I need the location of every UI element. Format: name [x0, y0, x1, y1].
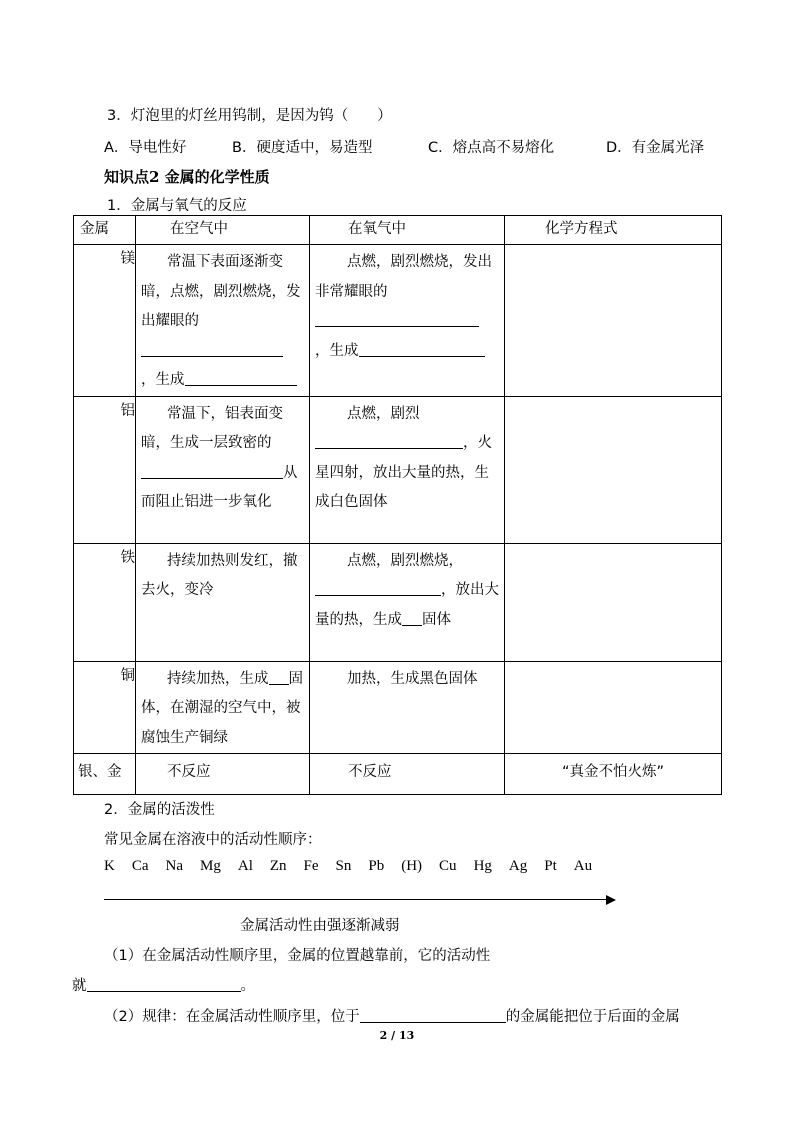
metal-cell: 铜 — [74, 661, 136, 754]
table-row — [74, 543, 722, 661]
activity-series-intro: 常见金属在溶液中的活动性顺序： — [104, 832, 322, 848]
text: 的金属能把位于后面的金属 — [505, 1009, 680, 1025]
cell-text: 固体 — [422, 611, 451, 628]
text: 就 — [72, 978, 87, 994]
metal-oxygen-reaction-table — [73, 215, 722, 795]
fill-blank[interactable] — [402, 607, 422, 626]
cell-text: 从而阻止铝进一步氧化 — [141, 464, 298, 510]
cell-text: 固体，在潮湿的空气中，被腐蚀生产铜绿 — [141, 670, 303, 746]
equation-cell[interactable] — [505, 245, 722, 397]
metal-symbol: Sn — [335, 858, 352, 874]
header-in-air: 在空气中 — [136, 216, 310, 245]
air-cell — [136, 245, 310, 397]
cell-text: 常温下表面逐渐变暗，点燃，剧烈燃烧，发出耀眼的 — [141, 254, 301, 329]
metal-symbol: Mg — [200, 858, 221, 874]
metal-symbol: Pt — [544, 858, 557, 874]
air-cell — [136, 543, 310, 661]
cell-text: 点燃，剧烈 — [347, 405, 420, 422]
metal-symbol: Fe — [303, 858, 319, 874]
oxygen-cell — [310, 661, 505, 754]
metal-symbol: Al — [237, 858, 253, 874]
metal-symbol: Na — [165, 858, 184, 874]
question-3-stem: 3．灯泡里的灯丝用钨制，是因为钨（ ） — [107, 108, 392, 124]
metal-cell: 铝 — [74, 396, 136, 543]
cell-text: 持续加热则发红，撤去火，变冷 — [141, 552, 298, 598]
fill-blank[interactable] — [269, 666, 289, 685]
section-title: 知识点2 金属的化学性质 — [104, 168, 270, 186]
table-row — [74, 754, 722, 795]
paragraph-1-line1: （1）在金属活动性顺序里，金属的位置越靠前，它的活动性 — [104, 948, 491, 964]
fill-blank[interactable] — [185, 367, 297, 386]
fill-blank[interactable] — [315, 430, 463, 449]
paragraph-2 — [104, 1004, 680, 1026]
cell-text: ，放出大量的热，生成 — [315, 582, 499, 628]
equation-cell[interactable] — [505, 661, 722, 754]
text: 。 — [240, 978, 255, 994]
equation-cell[interactable] — [505, 543, 722, 661]
header-in-oxygen: 在氧气中 — [310, 216, 505, 245]
option-c: C．熔点高不易熔化 — [428, 140, 555, 156]
arrow-right-icon — [606, 895, 616, 905]
oxygen-cell — [310, 245, 505, 397]
oxygen-cell: 不反应 — [310, 754, 505, 795]
metal-symbol: K — [104, 858, 115, 874]
paragraph-1-line2 — [72, 973, 255, 995]
metal-cell: 银、金 — [74, 754, 136, 795]
page-number: 2 / 13 — [379, 1029, 415, 1042]
table-row — [74, 396, 722, 543]
oxygen-cell — [310, 543, 505, 661]
cell-text: 常温下，铝表面变暗，生成一层致密的 — [141, 405, 283, 451]
cell-text: ，生成 — [141, 372, 185, 388]
metal-symbol: Ca — [131, 858, 149, 874]
fill-blank[interactable] — [141, 338, 283, 357]
fill-blank[interactable] — [141, 460, 283, 479]
subsection-1-title: 1．金属与氧气的反应 — [107, 198, 247, 214]
fill-blank[interactable] — [315, 577, 441, 596]
metal-symbol: Zn — [269, 858, 287, 874]
fill-blank[interactable] — [87, 973, 241, 992]
option-a: A．导电性好 — [104, 140, 187, 156]
option-b: B．硬度适中，易造型 — [232, 140, 373, 156]
metal-symbol: Hg — [473, 858, 492, 874]
table-header-row — [74, 216, 722, 245]
metal-symbol: Cu — [439, 858, 457, 874]
oxygen-cell — [310, 396, 505, 543]
air-cell: 不反应 — [136, 754, 310, 795]
activity-arrow-label: 金属活动性由强逐渐减弱 — [240, 918, 400, 934]
header-metal: 金属 — [74, 216, 136, 245]
metal-cell: 铁 — [74, 543, 136, 661]
cell-text: 加热，生成黑色固体 — [347, 670, 478, 687]
header-equation: 化学方程式 — [505, 216, 722, 245]
cell-text: ，生成 — [315, 342, 359, 359]
text: （2）规律：在金属活动性顺序里，位于 — [104, 1009, 360, 1025]
equation-cell[interactable] — [505, 396, 722, 543]
fill-blank[interactable] — [359, 338, 485, 357]
metal-symbol: Au — [573, 858, 593, 874]
option-d: D．有金属光泽 — [606, 140, 705, 156]
air-cell — [136, 396, 310, 543]
cell-text: 持续加热，生成 — [167, 670, 269, 687]
metal-cell: 镁 — [74, 245, 136, 397]
table-row — [74, 661, 722, 754]
metal-symbol: (H) — [401, 858, 423, 874]
fill-blank[interactable] — [360, 1004, 506, 1023]
cell-text: 点燃，剧烈燃烧， — [347, 552, 463, 569]
cell-text: ，火星四射，放出大量的热，生成白色固体 — [315, 435, 492, 510]
fill-blank[interactable] — [315, 308, 479, 327]
metal-symbol: Pb — [368, 858, 385, 874]
air-cell — [136, 661, 310, 754]
cell-text: 点燃，剧烈燃烧，发出非常耀眼的 — [315, 254, 492, 300]
activity-arrow-line — [104, 899, 608, 900]
table-row — [74, 245, 722, 397]
subsection-2-title: 2．金属的活泼性 — [104, 802, 215, 818]
metal-symbol: Ag — [508, 858, 528, 874]
activity-series — [104, 858, 609, 875]
equation-cell: “真金不怕火炼” — [505, 754, 722, 795]
